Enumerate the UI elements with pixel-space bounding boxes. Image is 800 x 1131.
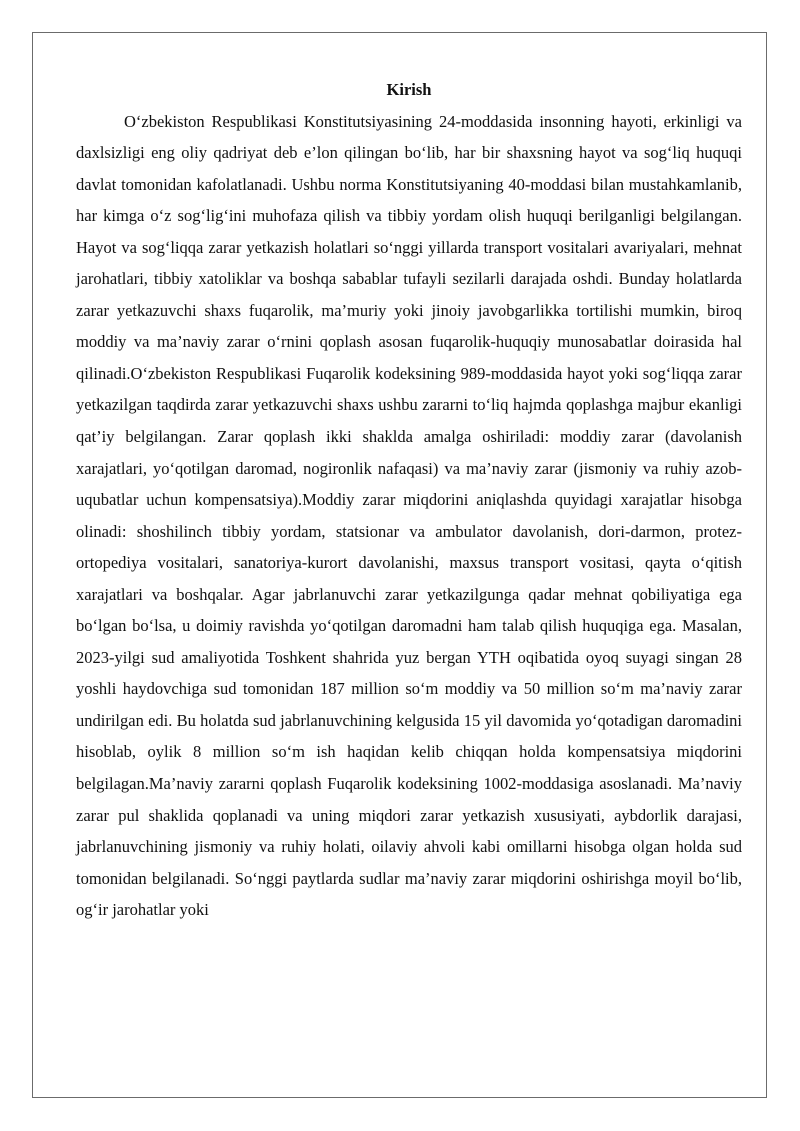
document-content <box>76 74 742 926</box>
document-title: Kirish <box>386 80 432 99</box>
body-paragraph: O‘zbekiston Respublikasi Konstitutsiyasining 24-moddasida insonning hayoti, erkinligi va daxlsizligi eng oliy qadriyat deb e’lon qilingan bo‘lib, har bir shaxsning hayot va sog‘liq huquqi davlat tomonidan kafolatlanadi. Ushbu norma Konstitutsiyaning 40-moddasi bilan mustahkamlanib, har kimga o‘z sog‘lig‘ini muhofaza qilish va tibbiy yordam olish huquqi berilganligi belgilangan. Hayot va sog‘liqqa zarar yetkazish holatlari so‘nggi yillarda transport vositalari avariyalari, mehnat jarohatlari, tibbiy xatoliklar va boshqa sabablar tufayli sezilarli darajada oshdi. Bunday holatlarda zarar yetkazuvchi shaxs fuqarolik, ma’muriy yoki jinoiy javobgarlikka tortilishi mumkin, biroq moddiy va ma’naviy zarar o‘rnini qoplash asosan fuqarolik-huquqiy munosabatlar doirasida hal qilinadi.O‘zbekiston Respublikasi Fuqarolik kodeksining 989-moddasida hayot yoki sog‘liqqa zarar yetkazilgan taqdirda zarar yetkazuvchi shaxs ushbu zararni to‘liq hajmda qoplashga majbur ekanligi qat’iy belgilangan. Zarar qoplash ikki shaklda amalga oshiriladi: moddiy zarar (davolanish xarajatlari, yo‘qotilgan daromad, nogironlik nafaqasi) va ma’naviy zarar (jismoniy va ruhiy azob-uqubatlar uchun kompensatsiya).Moddiy zarar miqdorini aniqlashda quyidagi xarajatlar hisobga olinadi: shoshilinch tibbiy yordam, statsionar va ambulator davolanish, dori-darmon, protez-ortopediya vositalari, sanatoriya-kurort davolanishi, maxsus transport vositasi, qayta o‘qitish xarajatlari va boshqalar. Agar jabrlanuvchi zarar yetkazilgunga qadar mehnat qobiliyatiga ega bo‘lgan bo‘lsa, u doimiy ravishda yo‘qotilgan daromadni ham talab qilish huquqiga ega. Masalan, 2023-yilgi sud amaliyotida Toshkent shahrida yuz bergan YTH oqibatida oyoq suyagi singan 28 yoshli haydovchiga sud tomonidan 187 million so‘m moddiy va 50 million so‘m ma’naviy zarar undirilgan edi. Bu holatda sud jabrlanuvchining kelgusida 15 yil davomida yo‘qotadigan daromadini hisoblab, oylik 8 million so‘m ish haqidan kelib chiqqan holda kompensatsiya miqdorini belgilagan.Ma’naviy zararni qoplash Fuqarolik kodeksining 1002-moddasiga asoslanadi. Ma’naviy zarar pul shaklida qoplanadi va uning miqdori zarar yetkazish xususiyati, aybdorlik darajasi, jabrlanuvchining jismoniy va ruhiy holati, oilaviy ahvoli kabi omillarni hisobga olgan holda sud tomonidan belgilanadi. So‘nggi paytlarda sudlar ma’naviy zarar miqdorini oshirishga moyil bo‘lib, og‘ir jarohatlar yoki <box>76 111 742 920</box>
